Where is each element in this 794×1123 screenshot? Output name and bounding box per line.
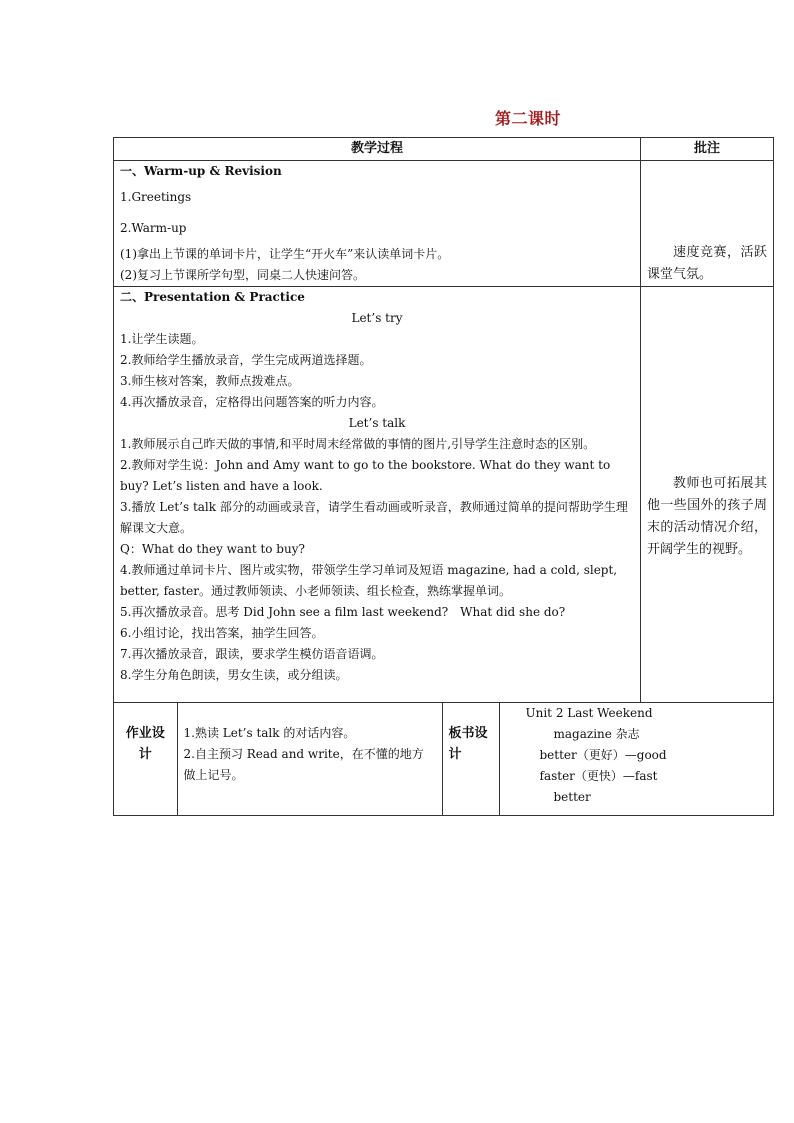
talk-item: 7.再次播放录音，跟读，要求学生模仿语音语调。 [120, 647, 384, 661]
section1-cell [114, 161, 641, 287]
lets-try-heading: Let’s try [351, 311, 403, 325]
section2-note: 教师也可拓展其他一些国外的孩子周末的活动情况介绍，开阔学生的视野。 [647, 476, 767, 557]
section2-heading: 二、Presentation & Practice [120, 290, 305, 304]
board-line: better（更好）—good [539, 748, 667, 762]
homework-item: 1.熟读 Let’s talk 的对话内容。 [183, 726, 356, 740]
homework-item: 2.自主预习 Read and write，在不懂的地方做上记号。 [183, 747, 424, 782]
board-cell [499, 703, 774, 815]
talk-item: 2.教师对学生说：John and Amy want to go to the bookstore. What do they want to buy? Let’s listen and have a look. [120, 458, 611, 493]
board-label-cell [442, 703, 499, 815]
talk-item: 6.小组讨论，找出答案，抽学生回答。 [120, 626, 324, 640]
board-label: 板书设计 [448, 726, 488, 762]
section1-item: 2.Warm-up [120, 221, 187, 235]
section1-item: (2)复习上节课所学句型，同桌二人快速问答。 [120, 268, 365, 282]
talk-item: 5.再次播放录音。思考 Did John see a film last weekend? What did she do? [120, 605, 566, 619]
header-notes: 批注 [641, 138, 774, 161]
board-line: faster（更快）—fast [539, 769, 658, 783]
homework-label-cell [114, 703, 177, 815]
section2-note-cell [641, 287, 774, 703]
talk-item: 4.教师通过单词卡片、图片或实物，带领学生学习单词及短语 magazine, had a cold, slept, better, faster。通过教师领读、小老师领读、组长检查，熟练掌握单词。 [120, 563, 618, 598]
board-line: magazine 杂志 [553, 727, 640, 741]
talk-item: 3.播放 Let’s talk 部分的动画或录音，请学生看动画或听录音，教师通过简单的提问帮助学生理解课文大意。 [120, 500, 628, 535]
lets-talk-heading: Let’s talk [348, 416, 406, 430]
board-line: better [553, 790, 591, 804]
bottom-table [114, 703, 774, 815]
section1-note: 速度竞赛，活跃课堂气氛。 [647, 245, 767, 282]
talk-item: 8.学生分角色朗读，男女生读，或分组读。 [120, 668, 348, 682]
section2-cell [114, 287, 641, 703]
section1-heading: 一、Warm-up & Revision [120, 164, 282, 178]
try-item: 1.让学生读题。 [120, 332, 204, 346]
section1-item: 1.Greetings [120, 190, 192, 204]
page-title: 第二课时 [495, 109, 562, 128]
talk-item: Q：What do they want to buy? [120, 542, 305, 556]
header-process: 教学过程 [114, 138, 641, 161]
try-item: 2.教师给学生播放录音，学生完成两道选择题。 [120, 353, 372, 367]
try-item: 3.师生核对答案，教师点拨难点。 [120, 374, 300, 388]
homework-cell [177, 703, 442, 815]
section1-item: (1)拿出上节课的单词卡片，让学生“开火车”来认读单词卡片。 [120, 247, 450, 261]
bottom-row [114, 703, 774, 816]
talk-item: 1.教师展示自己昨天做的事情,和平时周末经常做的事情的图片,引导学生注意时态的区别。 [120, 437, 596, 451]
section1-note-cell [641, 161, 774, 287]
lesson-table [113, 137, 774, 816]
try-item: 4.再次播放录音，定格得出问题答案的听力内容。 [120, 395, 384, 409]
homework-label: 作业设计 [125, 726, 165, 762]
board-line: Unit 2 Last Weekend [525, 706, 653, 720]
